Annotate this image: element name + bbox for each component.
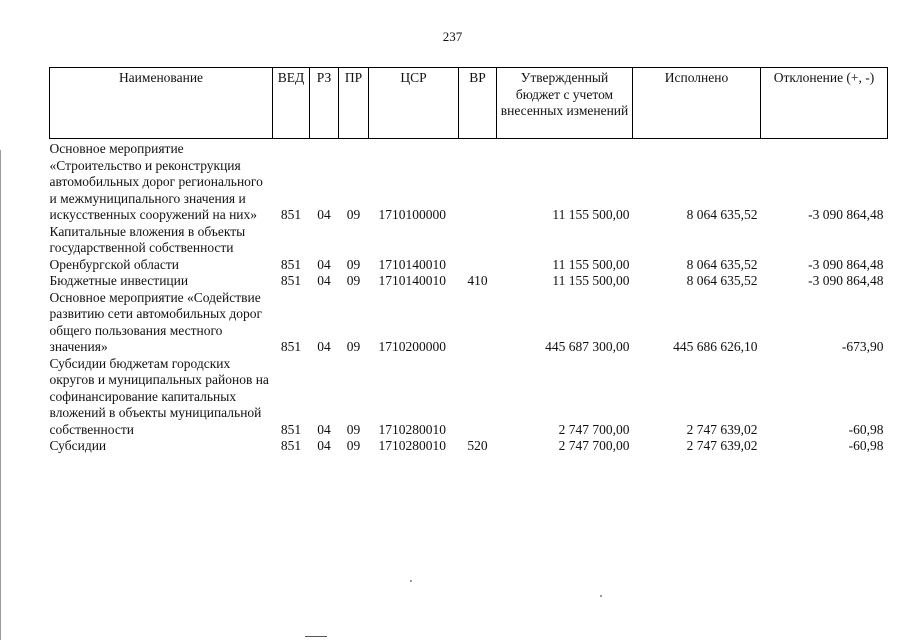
row-budget: 11 155 500,00 (552, 273, 630, 288)
row-pr: 09 (346, 256, 361, 272)
row-csr: 1710100000 (378, 207, 446, 222)
row-budget: 11 155 500,00 (552, 256, 630, 272)
row-ved: 851 (280, 256, 302, 272)
row-pr: 09 (346, 273, 361, 288)
row-budget: 2 747 700,00 (558, 421, 630, 437)
row-vr: 410 (467, 273, 488, 288)
table-row (50, 139, 888, 224)
row-vr (459, 290, 497, 356)
scan-speck (410, 580, 412, 582)
row-ved: 851 (280, 421, 302, 437)
row-deviation: -60,98 (848, 421, 884, 437)
header-deviation: Отклонение (+, -) (761, 68, 888, 139)
header-executed: Исполнено (633, 68, 761, 139)
row-ved: 851 (280, 273, 302, 288)
row-name: Основное мероприятие «Строительство и реконструкция автомобильных дорог регионального и межмуниципального значения и искусственных сооружений на них» (49, 141, 263, 222)
row-deviation: -3 090 864,48 (808, 273, 884, 288)
row-budget: 445 687 300,00 (545, 339, 630, 354)
table-row (50, 224, 888, 274)
header-vr: ВР (459, 68, 497, 139)
row-ved: 851 (280, 207, 302, 222)
header-ved: ВЕД (273, 68, 310, 139)
row-ved: 851 (280, 339, 302, 354)
row-pr: 09 (346, 207, 361, 222)
scan-edge-line (0, 150, 1, 640)
row-pr: 09 (346, 438, 361, 453)
scan-speck (600, 595, 602, 597)
row-deviation: -673,90 (841, 339, 884, 354)
row-csr: 1710280010 (378, 421, 446, 437)
scan-footer-mark (305, 636, 327, 637)
row-name: Капитальные вложения в объекты государственной собственности Оренбургской области (49, 223, 246, 272)
row-deviation: -60,98 (848, 438, 884, 453)
header-csr: ЦСР (369, 68, 459, 139)
row-csr: 1710140010 (378, 273, 446, 288)
page-number: 237 (442, 29, 463, 44)
row-executed: 8 064 635,52 (686, 207, 758, 222)
row-budget: 2 747 700,00 (558, 438, 630, 453)
row-name: Основное мероприятие «Содействие развитию сети автомобильных дорог общего пользования местного значения» (49, 289, 263, 354)
row-ved: 851 (280, 438, 302, 453)
row-executed: 2 747 639,02 (686, 438, 758, 453)
row-executed: 445 686 626,10 (673, 339, 758, 354)
row-executed: 8 064 635,52 (686, 256, 758, 272)
table-row (50, 273, 888, 290)
row-rz: 04 (317, 438, 331, 453)
header-rz: РЗ (310, 68, 339, 139)
row-vr (459, 139, 497, 224)
row-executed: 2 747 639,02 (686, 421, 758, 437)
row-rz: 04 (317, 256, 331, 272)
row-pr: 09 (346, 339, 361, 354)
row-rz: 04 (317, 339, 331, 354)
row-vr (459, 224, 497, 274)
budget-execution-table (49, 67, 888, 455)
row-name: Субсидии бюджетам городских округов и муниципальных районов на софинансирование капитальных вложений в объекты муниципальной собственности (49, 355, 269, 437)
table-body (50, 139, 888, 455)
row-csr: 1710280010 (378, 438, 446, 453)
row-pr: 09 (346, 421, 361, 437)
row-name: Бюджетные инвестиции (49, 273, 189, 288)
row-deviation: -3 090 864,48 (808, 207, 884, 222)
row-vr (459, 356, 497, 439)
row-vr: 520 (467, 438, 488, 453)
table-header (50, 68, 888, 139)
row-name: Субсидии (49, 438, 107, 453)
row-rz: 04 (317, 273, 331, 288)
table-row (50, 438, 888, 455)
row-rz: 04 (317, 207, 331, 222)
row-rz: 04 (317, 421, 331, 437)
row-budget: 11 155 500,00 (552, 207, 630, 222)
row-csr: 1710140010 (378, 256, 446, 272)
header-budget: Утвержденный бюджет с учетом внесенных изменений (497, 68, 633, 139)
header-pr: ПР (339, 68, 369, 139)
row-csr: 1710200000 (378, 339, 446, 354)
table-row (50, 356, 888, 439)
row-executed: 8 064 635,52 (686, 273, 758, 288)
row-deviation: -3 090 864,48 (808, 256, 884, 272)
table-row (50, 290, 888, 356)
header-name: Наименование (50, 68, 273, 139)
